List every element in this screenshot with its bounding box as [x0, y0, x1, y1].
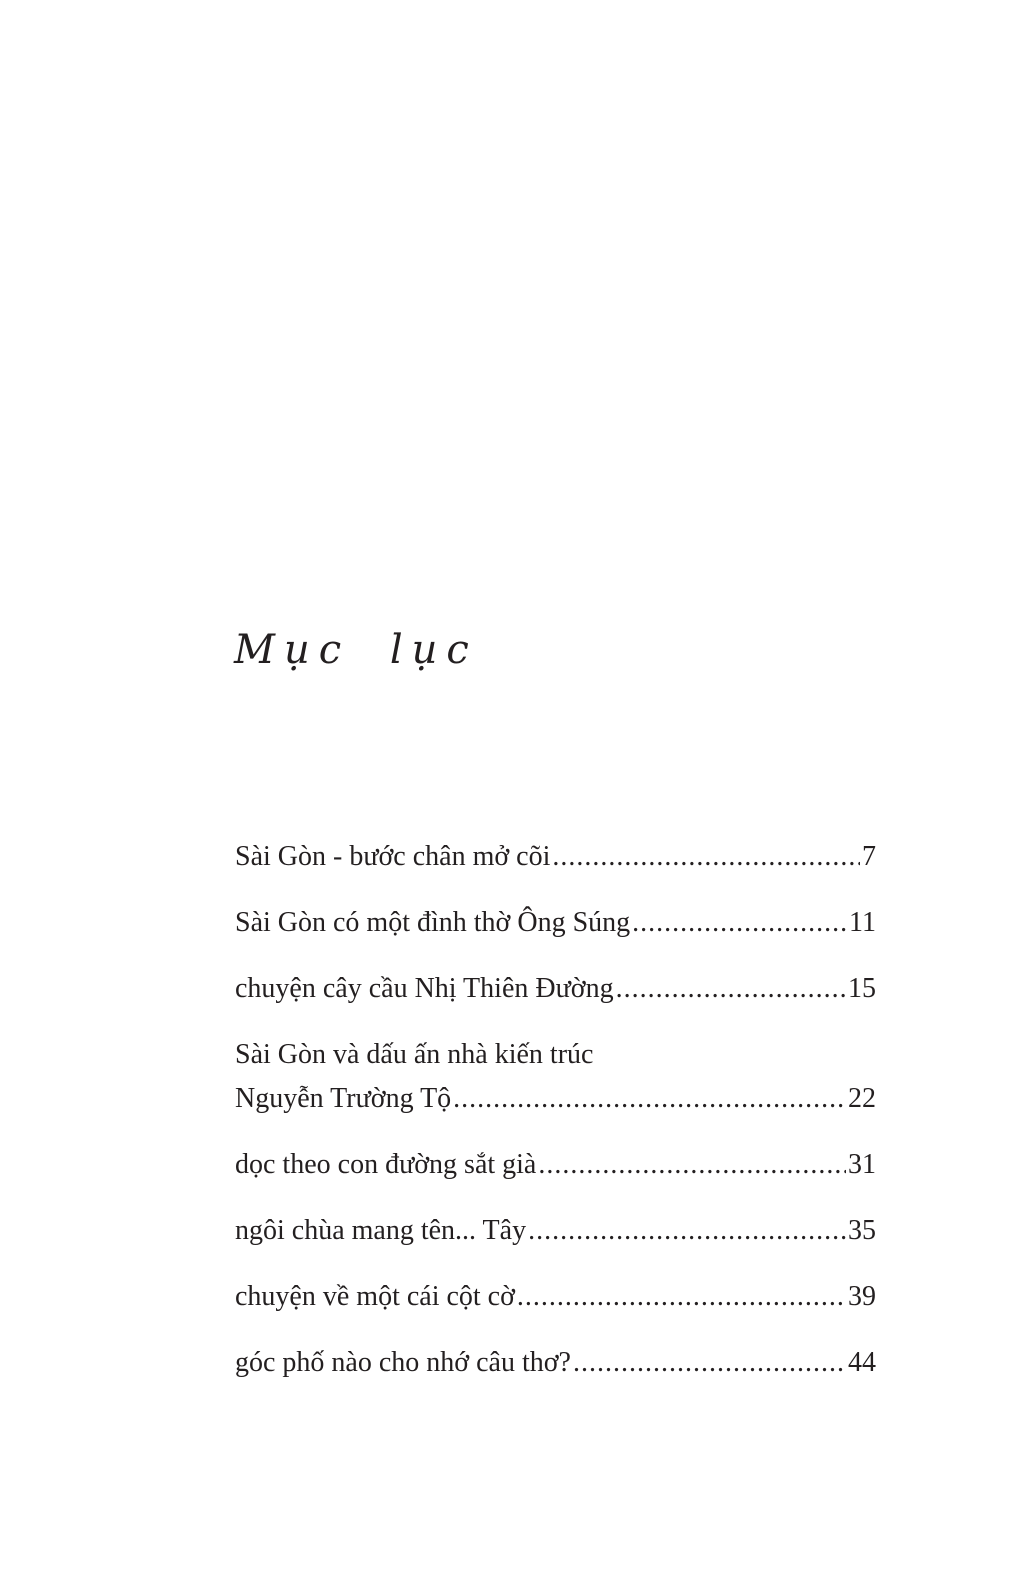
toc-entry-title: chuyện về một cái cột cờ	[235, 1281, 515, 1312]
toc-entry[interactable]	[235, 972, 876, 1006]
toc-entry-title: chuyện cây cầu Nhị Thiên Đường	[235, 973, 614, 1004]
toc-entry[interactable]	[235, 1280, 876, 1314]
toc-entry-page: 39	[848, 1281, 876, 1312]
toc-entry[interactable]	[235, 906, 876, 940]
toc-entry[interactable]	[235, 1346, 876, 1380]
toc-entry[interactable]	[235, 1148, 876, 1182]
dot-leader	[538, 1148, 846, 1182]
dot-leader	[528, 1214, 846, 1248]
toc-entry-title: góc phố nào cho nhớ câu thơ?	[235, 1347, 571, 1378]
toc-entry-page: 44	[848, 1347, 876, 1378]
toc-entry-title: Sài Gòn có một đình thờ Ông Súng	[235, 907, 631, 938]
toc-entry-title: Nguyễn Trường Tộ	[235, 1083, 452, 1114]
toc-entry-page: 35	[848, 1215, 876, 1246]
toc-entry-page: 11	[849, 907, 876, 938]
toc-entry-title: ngôi chùa mang tên... Tây	[235, 1215, 527, 1246]
toc-entry-title: Sài Gòn - bước chân mở cõi	[235, 841, 551, 872]
dot-leader	[573, 1346, 846, 1380]
toc-entry[interactable]	[235, 1082, 876, 1116]
toc-entry-title-line1: Sài Gòn và dấu ấn nhà kiến trúc	[235, 1039, 594, 1070]
toc-entry[interactable]	[235, 1214, 876, 1248]
dot-leader	[552, 840, 860, 874]
toc-entry-page: 31	[848, 1149, 876, 1180]
dot-leader	[616, 972, 846, 1006]
toc-entry-page: 22	[848, 1083, 876, 1114]
toc-entry[interactable]	[235, 840, 876, 874]
toc-entry-title: dọc theo con đường sắt già	[235, 1149, 537, 1180]
dot-leader	[517, 1280, 846, 1314]
dot-leader	[632, 906, 847, 940]
toc-heading: Mục lục	[234, 627, 478, 673]
dot-leader	[453, 1082, 846, 1116]
toc-entry-page: 7	[862, 841, 876, 872]
toc-entry-page: 15	[848, 973, 876, 1004]
